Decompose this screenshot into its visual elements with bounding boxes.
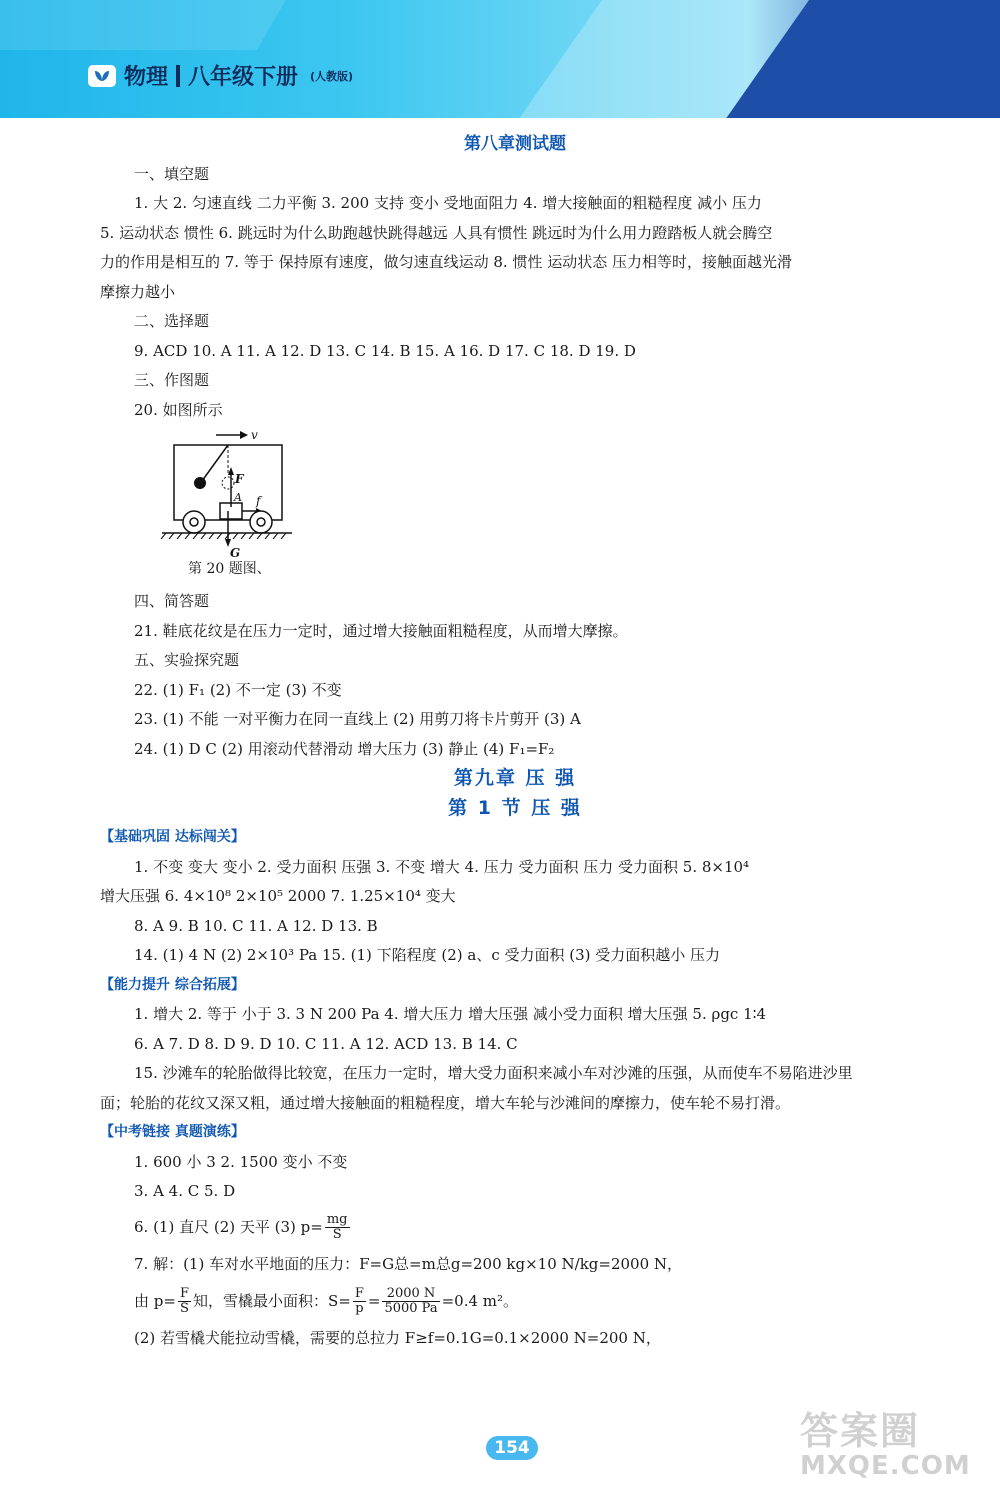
- fraction-numerator: 2000 N: [382, 1287, 439, 1302]
- page-header: [0, 0, 1000, 118]
- section1-title: 第 1 节 压 强: [448, 796, 582, 819]
- block-A-label: A: [234, 491, 242, 504]
- answer-line: 力的作用是相互的 7. 等于 保持原有速度，做匀速直线运动 8. 惯性 运动状态 压力相等时，接触面越光滑: [100, 253, 793, 271]
- cart-diagram: [158, 425, 398, 560]
- friction-f-label: f: [256, 494, 261, 508]
- answer-line: 1. 大 2. 匀速直线 二力平衡 3. 200 支持 变小 受地面阻力 4. 增大接触面的粗糙程度 减小 压力: [134, 194, 762, 212]
- answer-line: 1. 增大 2. 等于 小于 3. 3 N 200 Pa 4. 增大压力 增大压强 减小受力面积 增大压强 5. ρgc 1∶4: [134, 1005, 767, 1023]
- fraction: [178, 1287, 191, 1316]
- answer-line: 14. (1) 4 N (2) 2×10³ Pa 15. (1) 下陷程度 (2) a、c 受力面积 (3) 受力面积越小 压力: [134, 946, 721, 964]
- fraction: [325, 1213, 350, 1242]
- text-segment: =: [367, 1291, 381, 1310]
- tag-ability: 【能力提升 综合拓展】: [100, 976, 245, 993]
- answer-line: [100, 1281, 930, 1321]
- answer-line: 8. A 9. B 10. C 11. A 12. D 13. B: [134, 916, 378, 935]
- fraction-numerator: F: [354, 1286, 364, 1301]
- tag-exam: 【中考链接 真题演练】: [100, 1124, 245, 1140]
- answer-line: 22. (1) F₁ (2) 不一定 (3) 不变: [134, 680, 342, 699]
- answer-line: 15. 沙滩车的轮胎做得比较宽，在压力一定时，增大受力面积来减小车对沙滩的压强，从而使车不易陷进沙里: [134, 1064, 853, 1082]
- answer-line: 6. A 7. D 8. D 9. D 10. C 11. A 12. ACD 13. B 14. C: [134, 1034, 518, 1053]
- section-heading: 三、作图题: [134, 371, 210, 389]
- chapter9-title: 第九章 压 强: [453, 767, 577, 789]
- subject-label: 物理: [124, 65, 169, 90]
- fraction-denominator: S: [332, 1227, 342, 1242]
- tag-basic: 【基础巩固 达标闯关】: [100, 829, 245, 845]
- answer-line: 20. 如图所示: [134, 400, 223, 419]
- text-segment: 知，雪橇最小面积：S=: [192, 1291, 351, 1310]
- fraction-numerator: mg: [326, 1212, 348, 1227]
- section-heading: 四、简答题: [134, 592, 210, 610]
- force-F-label: F: [235, 472, 244, 486]
- figure-20: [100, 425, 930, 587]
- answer-line: 21. 鞋底花纹是在压力一定时，通过增大接触面粗糙程度，从而增大摩擦。: [134, 621, 628, 640]
- answer-line: 1. 不变 变大 变小 2. 受力面积 压强 3. 不变 增大 4. 压力 受力面积 压力 受力面积 5. 8×10⁴: [134, 857, 750, 876]
- divider: [176, 65, 180, 87]
- grade-label: 八年级下册: [188, 65, 299, 90]
- answer-line: [100, 1207, 930, 1247]
- answer-line: 增大压强 6. 4×10⁸ 2×10⁵ 2000 7. 1.25×10⁴ 变大: [100, 887, 456, 905]
- gravity-G-label: G: [230, 546, 241, 560]
- watermark-text: 答案圈: [800, 1409, 921, 1453]
- answer-line: 24. (1) D C (2) 用滚动代替滑动 增大压力 (3) 静止 (4) F₁=F₂: [134, 739, 555, 758]
- fraction: [353, 1287, 366, 1316]
- book-brand: [88, 60, 353, 91]
- velocity-label: v: [251, 428, 258, 442]
- edition-label: (人教版): [310, 69, 354, 83]
- text-segment: 由 p=: [134, 1291, 176, 1310]
- answer-line: 7. 解：(1) 车对水平地面的压力：F=G总=m总g=200 kg×10 N/kg=2000 N，: [134, 1254, 683, 1273]
- section-heading: 一、填空题: [134, 164, 210, 183]
- leaf-icon: [88, 65, 116, 87]
- answer-line: 5. 运动状态 惯性 6. 跳远时为什么助跑越快跳得越远 人具有惯性 跳远时为什么用力蹬踏板人就会腾空: [100, 223, 773, 242]
- answer-line: 摩擦力越小: [100, 282, 176, 301]
- figure-caption: 第 20 题图、: [188, 561, 271, 577]
- answer-line: 1. 600 小 3 2. 1500 变小 不变: [134, 1152, 348, 1171]
- text-segment: =0.4 m²。: [441, 1291, 519, 1310]
- fraction-denominator: 5000 Pa: [384, 1301, 438, 1316]
- chapter8-test-title: 第八章测试题: [464, 134, 566, 154]
- answer-line: 23. (1) 不能 一对平衡力在同一直线上 (2) 用剪刀将卡片剪开 (3) A: [134, 710, 581, 728]
- fraction: [382, 1287, 439, 1316]
- watermark: [800, 1400, 990, 1485]
- answer-line: 9. ACD 10. A 11. A 12. D 13. C 14. B 15. A 16. D 17. C 18. D 19. D: [134, 341, 636, 360]
- section-heading: 五、实验探究题: [134, 651, 240, 669]
- fraction-denominator: S: [180, 1301, 189, 1316]
- fraction-denominator: p: [355, 1301, 364, 1316]
- answer-line: (2) 若雪橇犬能拉动雪橇，需要的总拉力 F≥f=0.1G=0.1×2000 N=200 N，: [134, 1328, 661, 1347]
- page-number: 154: [486, 1436, 538, 1460]
- fraction-numerator: F: [179, 1286, 189, 1301]
- answer-line: 面；轮胎的花纹又深又粗，通过增大接触面的粗糙程度，增大车轮与沙滩间的摩擦力，使车轮不易打滑。: [100, 1093, 791, 1112]
- page-content: [100, 130, 930, 1355]
- header-decoration: [0, 0, 303, 50]
- section-heading: 二、选择题: [134, 312, 210, 330]
- answer-line: 3. A 4. C 5. D: [134, 1182, 236, 1200]
- watermark-url: MXQE.COM: [800, 1451, 971, 1481]
- formula-prefix: 6. (1) 直尺 (2) 天平 (3) p=: [134, 1217, 323, 1236]
